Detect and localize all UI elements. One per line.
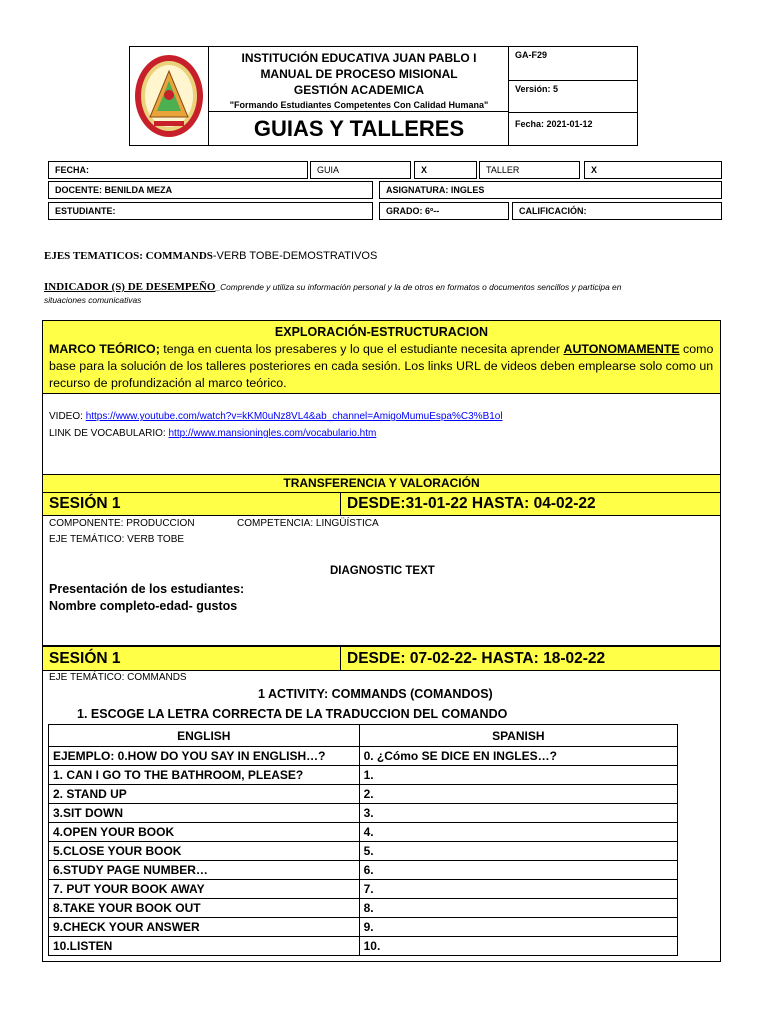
spanish-cell[interactable]: 4. <box>359 823 677 842</box>
header-meta-cell <box>509 47 637 145</box>
session1-competencia: COMPETENCIA: LINGÜÍSTICA <box>237 518 379 529</box>
table-row <box>49 747 678 766</box>
table-row <box>49 804 678 823</box>
session2-dates: DESDE: 07-02-22- HASTA: 18-02-22 <box>347 650 606 667</box>
spanish-cell[interactable]: 3. <box>359 804 677 823</box>
indicador-line1: _Comprende y utiliza su información personal y la de otros en formatos o documentos sencillos y participa en <box>215 282 622 292</box>
session1-divider <box>340 493 341 515</box>
session2-divider <box>340 647 341 671</box>
school-slogan: "Formando Estudiantes Competentes Con Calidad Humana" <box>229 100 489 110</box>
transferencia-title: TRANSFERENCIA Y VALORACIÓN <box>43 474 720 493</box>
table-header-row <box>49 725 678 747</box>
nombre-text: Nombre completo-edad- gustos <box>49 599 238 613</box>
table-row <box>49 785 678 804</box>
commands-table <box>48 724 678 956</box>
english-cell: 5.CLOSE YOUR BOOK <box>49 842 360 861</box>
doc-version: Versión: 5 <box>509 81 637 113</box>
guia-checkbox[interactable]: X <box>414 161 477 179</box>
document-header <box>129 46 638 146</box>
english-cell: 4.OPEN YOUR BOOK <box>49 823 360 842</box>
marco-line2: base para la solución de los talleres posteriores en cada sesión. Los links URL de videos deben emplearse solo como un <box>49 359 714 373</box>
indicador-line2: situaciones comunicativas <box>44 295 142 305</box>
school-name: INSTITUCIÓN EDUCATIVA JUAN PABLO I <box>241 51 477 65</box>
presentacion-text: Presentación de los estudiantes: <box>49 582 245 596</box>
header-title-cell <box>209 47 509 145</box>
session2-bar <box>43 646 720 671</box>
spanish-cell[interactable]: 8. <box>359 899 677 918</box>
session1-componente: COMPONENTE: PRODUCCION <box>49 518 195 529</box>
table-row <box>49 918 678 937</box>
vocab-label: LINK DE VOCABULARIO: <box>49 428 169 439</box>
session1-title: SESIÓN 1 <box>49 495 121 512</box>
docente-field: DOCENTE: BENILDA MEZA <box>48 181 373 199</box>
indicador <box>44 281 621 293</box>
taller-label: TALLER <box>479 161 580 179</box>
english-cell: EJEMPLO: 0.HOW DO YOU SAY IN ENGLISH…? <box>49 747 360 766</box>
session1-bar <box>43 493 720 516</box>
english-cell: 9.CHECK YOUR ANSWER <box>49 918 360 937</box>
english-cell: 8.TAKE YOUR BOOK OUT <box>49 899 360 918</box>
header-spanish: SPANISH <box>359 725 677 747</box>
school-seal-logo <box>130 47 209 145</box>
marco-text-b: como <box>679 342 714 356</box>
table-row <box>49 823 678 842</box>
marco-teorico-panel <box>43 321 720 394</box>
fecha-field[interactable]: FECHA: <box>48 161 308 179</box>
area-name: GESTIÓN ACADEMICA <box>293 83 425 97</box>
diagnostic-title: DIAGNOSTIC TEXT <box>330 565 435 577</box>
english-cell: 7. PUT YOUR BOOK AWAY <box>49 880 360 899</box>
english-cell: 1. CAN I GO TO THE BATHROOM, PLEASE? <box>49 766 360 785</box>
exploracion-section <box>42 320 721 646</box>
table-row <box>49 880 678 899</box>
marco-label: MARCO TEÓRICO; <box>49 342 160 356</box>
session1-dates: DESDE:31-01-22 HASTA: 04-02-22 <box>347 495 596 512</box>
vocab-row <box>49 428 376 439</box>
spanish-cell[interactable]: 10. <box>359 937 677 956</box>
activity-title: 1 ACTIVITY: COMMANDS (COMANDOS) <box>258 687 493 701</box>
spanish-cell[interactable]: 1. <box>359 766 677 785</box>
doc-code: GA-F29 <box>509 47 637 81</box>
table-row <box>49 842 678 861</box>
spanish-cell[interactable]: 6. <box>359 861 677 880</box>
doc-date: Fecha: 2021-01-12 <box>515 119 593 129</box>
session1-eje: EJE TEMÁTICO: VERB TOBE <box>49 534 185 545</box>
video-row <box>49 411 503 422</box>
spanish-cell: 0. ¿Cómo SE DICE EN INGLES…? <box>359 747 677 766</box>
ejes-label: EJES TEMATICOS: COMMANDS <box>44 250 213 262</box>
manual-name: MANUAL DE PROCESO MISIONAL <box>260 67 458 81</box>
english-cell: 6.STUDY PAGE NUMBER… <box>49 861 360 880</box>
logo-cell <box>130 47 209 145</box>
marco-line3: recurso de profundización al marco teórico. <box>49 376 287 390</box>
asignatura-field: ASIGNATURA: INGLES <box>379 181 722 199</box>
spanish-cell[interactable]: 7. <box>359 880 677 899</box>
english-cell: 2. STAND UP <box>49 785 360 804</box>
document-title: GUIAS Y TALLERES <box>253 116 465 141</box>
video-label: VIDEO: <box>49 411 86 422</box>
indicador-label: INDICADOR (S) DE DESEMPEÑO <box>44 281 216 293</box>
guia-label: GUIA <box>310 161 411 179</box>
session2-title: SESIÓN 1 <box>49 650 121 667</box>
table-row <box>49 766 678 785</box>
estudiante-field[interactable]: ESTUDIANTE: <box>48 202 373 220</box>
english-cell: 3.SIT DOWN <box>49 804 360 823</box>
table-row <box>49 899 678 918</box>
exploracion-title: EXPLORACIÓN-ESTRUCTURACION <box>274 325 489 339</box>
grado-field: GRADO: 6º-- <box>379 202 509 220</box>
marco-line1 <box>43 341 720 358</box>
table-row <box>49 937 678 956</box>
video-link[interactable]: https://www.youtube.com/watch?v=kKM0uNz8VL4&ab_channel=AmigoMumuEspa%C3%B1ol <box>85 411 503 422</box>
header-english: ENGLISH <box>49 725 360 747</box>
activity-instruction: 1. ESCOGE LA LETRA CORRECTA DE LA TRADUCCION DEL COMANDO <box>77 707 508 721</box>
taller-checkbox[interactable]: X <box>584 161 722 179</box>
ejes-tematicos <box>44 250 377 262</box>
vocab-link[interactable]: http://www.mansioningles.com/vocabulario.htm <box>168 428 377 439</box>
spanish-cell[interactable]: 9. <box>359 918 677 937</box>
autonomamente: AUTONOMAMENTE <box>563 342 680 356</box>
marco-text-a: tenga en cuenta los presaberes y lo que el estudiante necesita aprender <box>159 342 564 356</box>
table-row <box>49 861 678 880</box>
calificacion-field[interactable]: CALIFICACIÓN: <box>512 202 722 220</box>
english-cell: 10.LISTEN <box>49 937 360 956</box>
spanish-cell[interactable]: 2. <box>359 785 677 804</box>
spanish-cell[interactable]: 5. <box>359 842 677 861</box>
ejes-value: -VERB TOBE-DEMOSTRATIVOS <box>212 250 378 262</box>
session2-eje: EJE TEMÁTICO: COMMANDS <box>49 672 187 683</box>
